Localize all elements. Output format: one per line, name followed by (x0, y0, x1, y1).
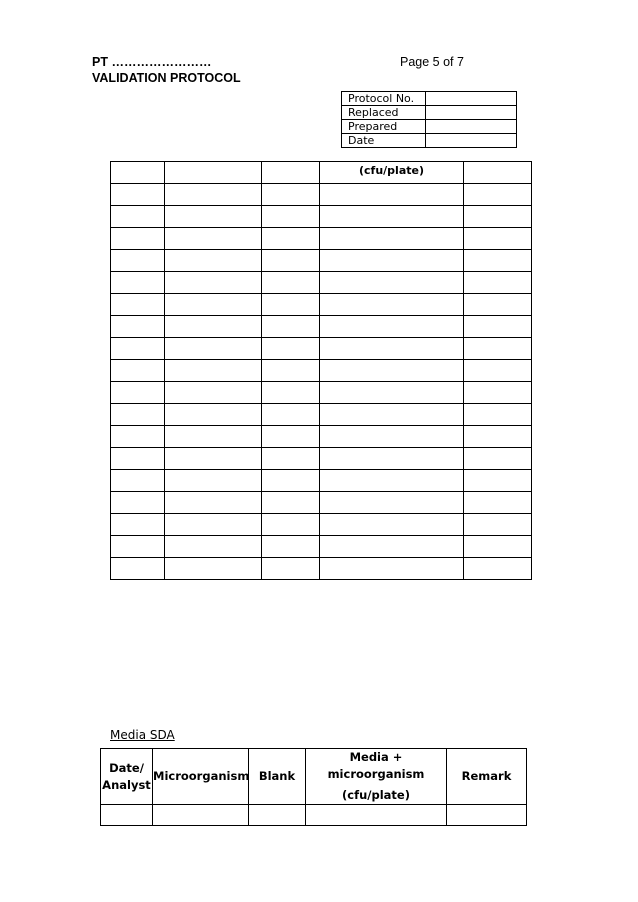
table-cell (306, 805, 447, 826)
table-cell (262, 448, 320, 470)
table-cell (464, 404, 532, 426)
table-cell (262, 404, 320, 426)
table-cell (320, 558, 464, 580)
table-cell (165, 316, 262, 338)
prepared-row (342, 120, 517, 134)
table-cell (111, 250, 165, 272)
remark-header: Remark (447, 749, 527, 805)
table-cell (464, 426, 532, 448)
table-cell (320, 294, 464, 316)
table-cell (165, 272, 262, 294)
table-row (111, 272, 532, 294)
table-cell (165, 514, 262, 536)
table-row (111, 162, 532, 184)
table-row (111, 470, 532, 492)
protocol-no-value (426, 92, 517, 106)
table-row (111, 228, 532, 250)
table-cell (447, 805, 527, 826)
table-cell (464, 294, 532, 316)
table-cell (165, 448, 262, 470)
table-cell (464, 162, 532, 184)
table-row (111, 338, 532, 360)
table-row (111, 250, 532, 272)
table-cell (165, 470, 262, 492)
document-header (92, 54, 241, 86)
table-cell (111, 492, 165, 514)
table-cell (111, 426, 165, 448)
table-cell (262, 272, 320, 294)
table-cell (111, 162, 165, 184)
table-cell (111, 338, 165, 360)
table-cell (320, 404, 464, 426)
table-cell (320, 316, 464, 338)
table-row (111, 360, 532, 382)
table-cell (464, 536, 532, 558)
table-cell (111, 470, 165, 492)
table-row (111, 404, 532, 426)
table-cell (111, 382, 165, 404)
replaced-value (426, 106, 517, 120)
table-cell (464, 316, 532, 338)
table-cell (464, 514, 532, 536)
document-code: PT …………………… (92, 55, 212, 69)
table-cell (165, 162, 262, 184)
table-cell (320, 272, 464, 294)
table-cell (464, 184, 532, 206)
table-cell (262, 228, 320, 250)
table-row (111, 294, 532, 316)
protocol-no-row (342, 92, 517, 106)
table-cell (464, 228, 532, 250)
table-cell (262, 250, 320, 272)
table-cell (165, 360, 262, 382)
table-cell (111, 184, 165, 206)
table-cell (111, 514, 165, 536)
table-cell (262, 316, 320, 338)
table-cell (320, 338, 464, 360)
table-row (111, 514, 532, 536)
table-cell (262, 492, 320, 514)
table-cell (320, 448, 464, 470)
table-cell (111, 294, 165, 316)
replaced-label: Replaced (342, 106, 426, 120)
table-cell (262, 338, 320, 360)
table-cell (262, 360, 320, 382)
table-row (111, 206, 532, 228)
table-cell (111, 536, 165, 558)
table-cell (101, 805, 153, 826)
table-cell (464, 558, 532, 580)
table-row (111, 184, 532, 206)
table-row (111, 536, 532, 558)
table-cell (165, 536, 262, 558)
table-cell (165, 206, 262, 228)
protocol-no-label: Protocol No. (342, 92, 426, 106)
table-cell (262, 426, 320, 448)
table-cell (464, 448, 532, 470)
table-cell (320, 492, 464, 514)
table-cell (165, 250, 262, 272)
table-cell (165, 184, 262, 206)
table-cell (464, 338, 532, 360)
table-cell (262, 536, 320, 558)
prepared-label: Prepared (342, 120, 426, 134)
table-cell (320, 382, 464, 404)
date-value (426, 134, 517, 148)
document-title: VALIDATION PROTOCOL (92, 71, 241, 85)
table-cell (165, 382, 262, 404)
table-cell (262, 382, 320, 404)
replaced-row (342, 106, 517, 120)
media-header-line2: (cfu/plate) (342, 788, 410, 802)
table-cell (262, 184, 320, 206)
table-cell (262, 470, 320, 492)
table-row (111, 426, 532, 448)
table-cell (320, 426, 464, 448)
table-cell (320, 228, 464, 250)
table-cell (320, 470, 464, 492)
table-cell (320, 250, 464, 272)
table-cell (320, 514, 464, 536)
table-row (111, 558, 532, 580)
table-cell (464, 272, 532, 294)
table-cell (320, 206, 464, 228)
date-label: Date (342, 134, 426, 148)
table-cell (165, 294, 262, 316)
table-row (111, 492, 532, 514)
table-cell (262, 558, 320, 580)
date-analyst-header: Date/ Analyst (101, 749, 153, 805)
cfu-plate-label: (cfu/plate) (320, 162, 464, 184)
table-cell (262, 206, 320, 228)
table-cell (111, 360, 165, 382)
table-cell (111, 404, 165, 426)
table-cell (153, 805, 249, 826)
results-table (110, 161, 532, 580)
table-cell (165, 492, 262, 514)
table-cell (111, 206, 165, 228)
table-cell (165, 404, 262, 426)
table-cell (249, 805, 306, 826)
media-sda-caption: Media SDA (110, 728, 175, 742)
table-row (111, 448, 532, 470)
table-cell (111, 448, 165, 470)
table-cell (165, 338, 262, 360)
table-cell (111, 558, 165, 580)
blank-header: Blank (249, 749, 306, 805)
table-cell (320, 184, 464, 206)
table-cell (165, 558, 262, 580)
table-row (101, 805, 527, 826)
media-microorganism-header (306, 749, 447, 805)
protocol-info-table (341, 91, 517, 148)
table-cell (111, 272, 165, 294)
table-cell (464, 250, 532, 272)
table-cell (165, 426, 262, 448)
table-cell (165, 228, 262, 250)
prepared-value (426, 120, 517, 134)
table-cell (262, 162, 320, 184)
table-cell (464, 470, 532, 492)
sda-header-row (101, 749, 527, 805)
microorganism-header: Microorganism (153, 749, 249, 805)
table-cell (262, 514, 320, 536)
table-row (111, 316, 532, 338)
table-cell (464, 206, 532, 228)
table-row (111, 382, 532, 404)
table-cell (262, 294, 320, 316)
media-sda-table (100, 748, 527, 826)
table-cell (111, 228, 165, 250)
table-cell (464, 360, 532, 382)
table-cell (464, 492, 532, 514)
media-header-line1: Media + microorganism (327, 750, 425, 781)
table-cell (320, 536, 464, 558)
date-row (342, 134, 517, 148)
table-cell (111, 316, 165, 338)
page-number: Page 5 of 7 (400, 55, 464, 69)
table-cell (464, 382, 532, 404)
table-cell (320, 360, 464, 382)
